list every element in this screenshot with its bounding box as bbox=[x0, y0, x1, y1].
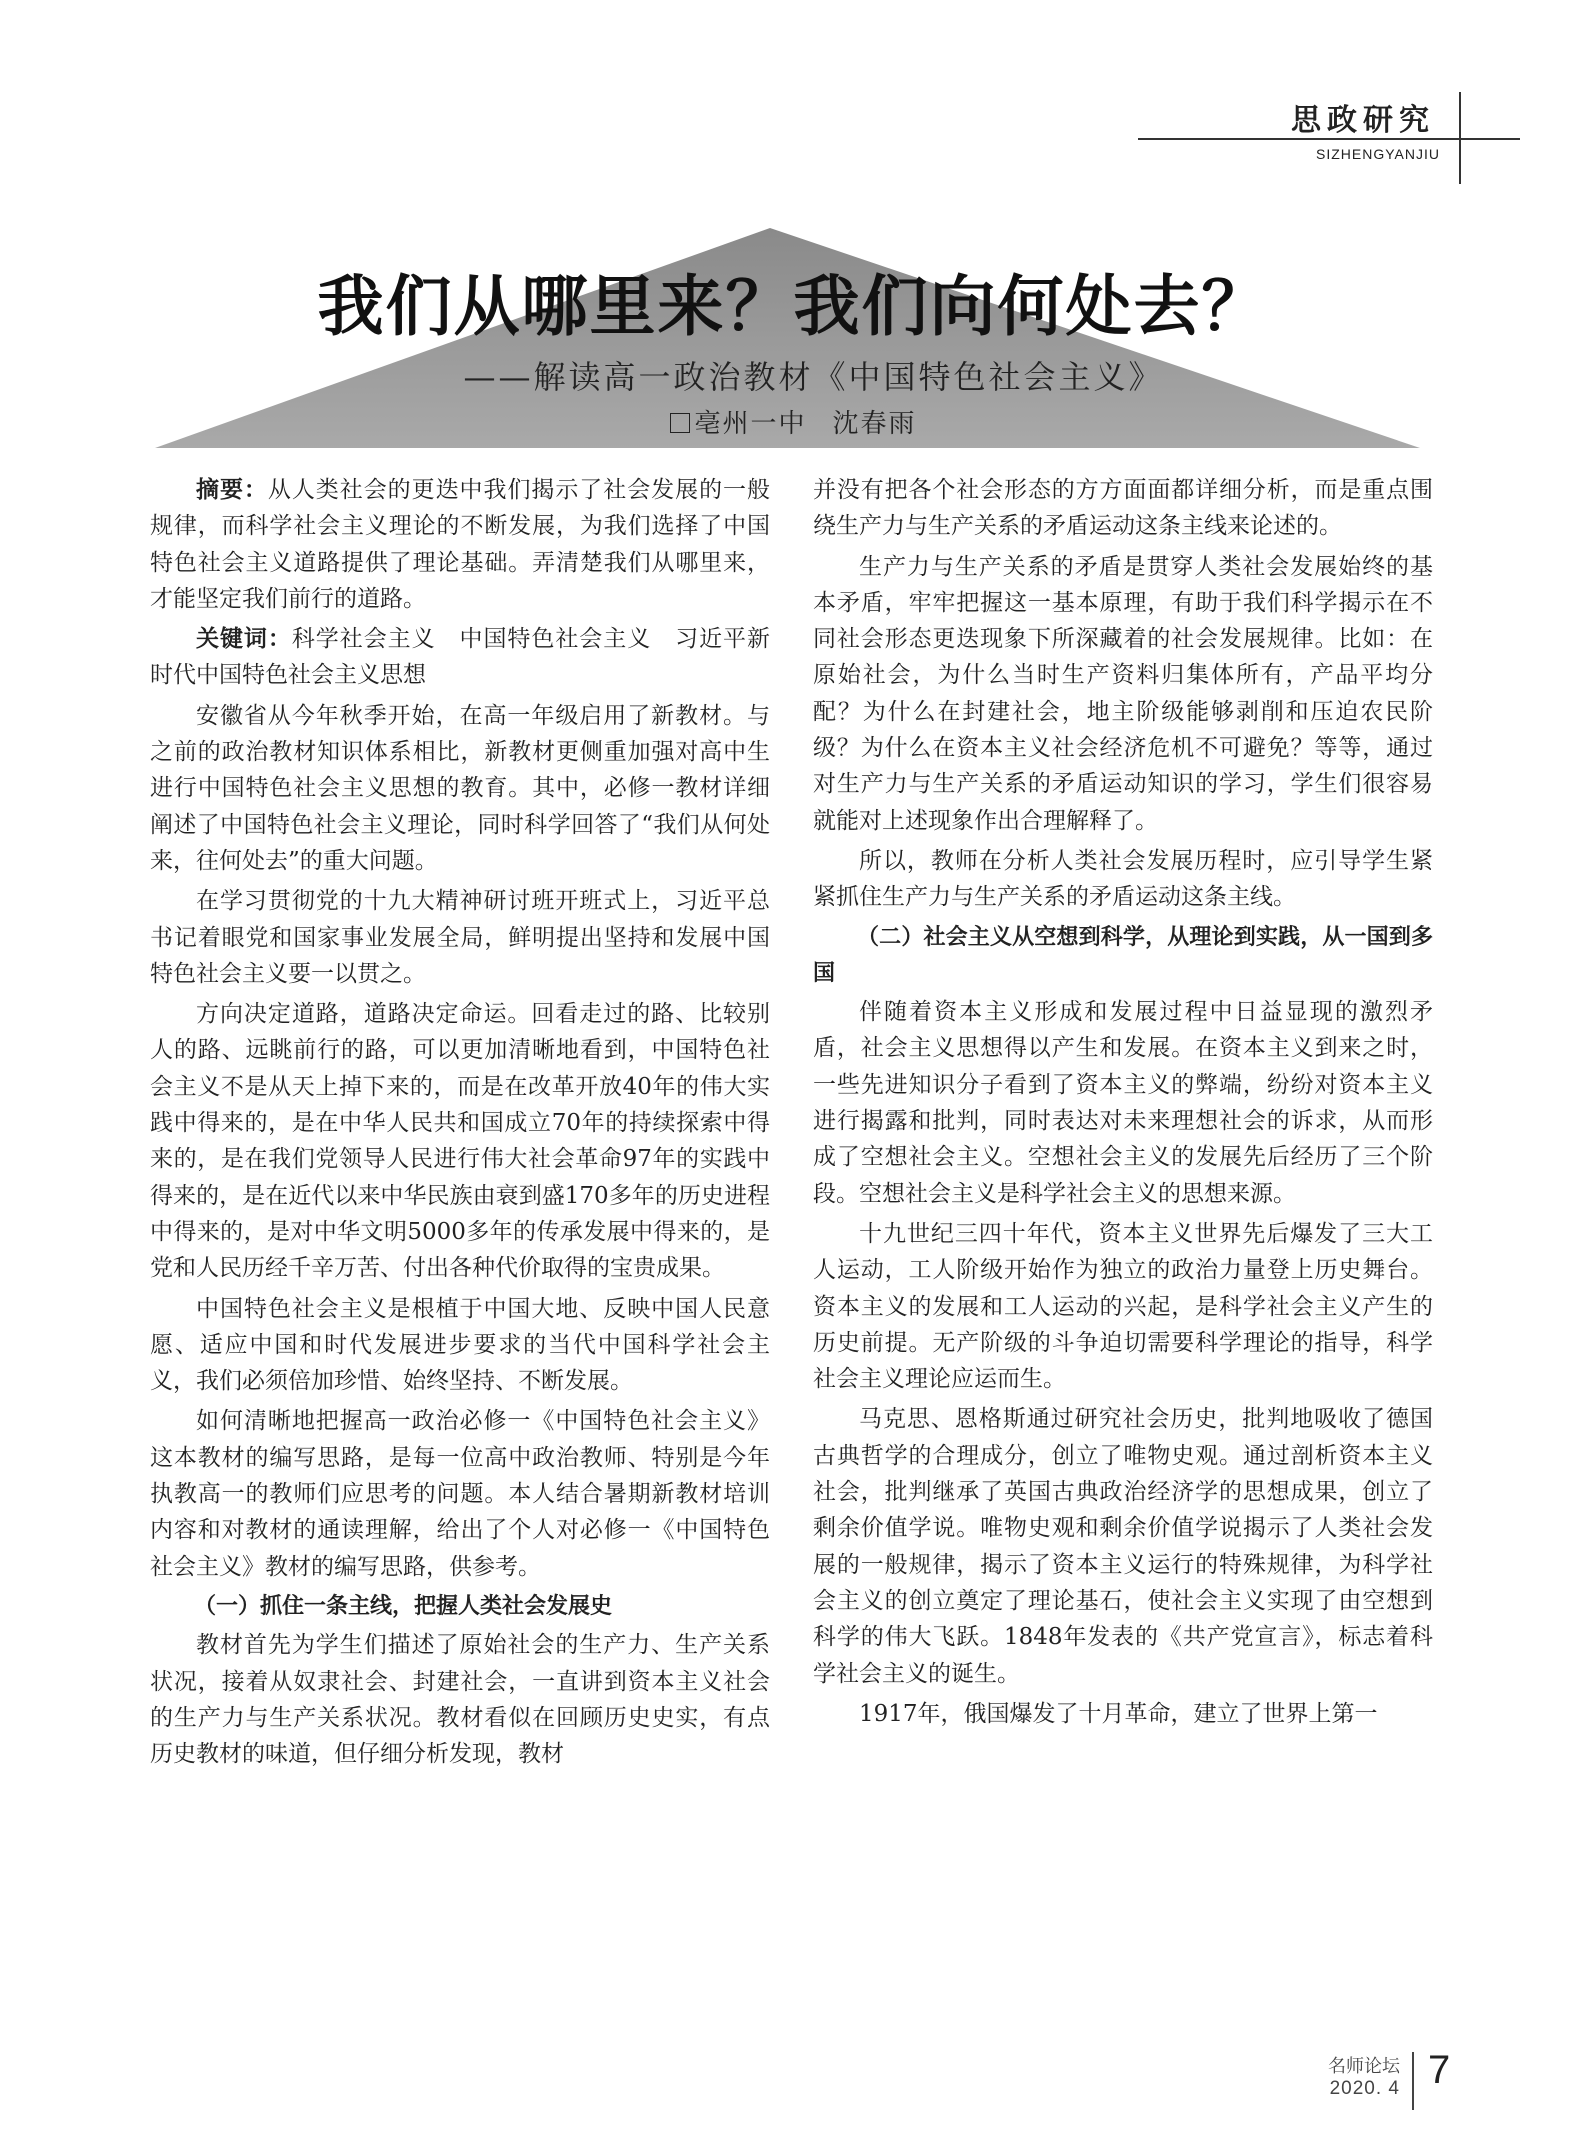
footer-issue: 2020. 4 bbox=[1329, 2078, 1400, 2099]
section-heading: （一）抓住一条主线，把握人类社会发展史 bbox=[194, 1593, 613, 1619]
section-pinyin: SIZHENGYANJIU bbox=[1316, 146, 1440, 162]
keywords-label: 关键词： bbox=[196, 626, 292, 653]
article-title: 我们从哪里来？我们向何处去？ bbox=[317, 267, 1270, 345]
section-heading: （二）社会主义从空想到科学，从理论到实践，从一国到多国 bbox=[813, 924, 1433, 986]
paragraph: 方向决定道路，道路决定命运。回看走过的路、比较别人的路、远眺前行的路，可以更加清晰地看到，中国特色社会主义不是从天上掉下来的，而是在改革开放40年的伟大实践中得来的，是在中华人民共和国成立70年的持续探索中得来的，是在我们党领导人民进行伟大社会革命97年的实践中得来的，是在近代以来中华民族由衰到盛170多年的历史进程中得来的，是对中华文明5000多年的传承发展中得来的，是党和人民历经千辛万苦、付出各种代价取得的宝贵成果。 bbox=[150, 1001, 770, 1282]
paragraph: 教材首先为学生们描述了原始社会的生产力、生产关系状况，接着从奴隶社会、封建社会，一直讲到资本主义社会的生产力与生产关系状况。教材看似在回顾历史史实，有点历史教材的味道，但仔细分析发现，教材 bbox=[150, 1632, 770, 1768]
paragraph: 生产力与生产关系的矛盾是贯穿人类社会发展始终的基本矛盾，牢牢把握这一基本原理，有助于我们科学揭示在不同社会形态更迭现象下所深藏着的社会发展规律。比如：在原始社会，为什么当时生产资料归集体所有，产品平均分配？为什么在封建社会，地主阶级能够剥削和压迫农民阶级？为什么在资本主义社会经济危机不可避免？等等，通过对生产力与生产关系的矛盾运动知识的学习，学生们很容易就能对上述现象作出合理解释了。 bbox=[813, 553, 1433, 834]
paragraph: 如何清晰地把握高一政治必修一《中国特色社会主义》这本教材的编写思路，是每一位高中政治教师、特别是今年执教高一的教师们应思考的问题。本人结合暑期新教材培训内容和对教材的通读理解，给出了个人对必修一《中国特色社会主义》教材的编写思路，供参考。 bbox=[150, 1408, 770, 1580]
paragraph: 安徽省从今年秋季开始，在高一年级启用了新教材。与之前的政治教材知识体系相比，新教材更侧重加强对高中生进行中国特色社会主义思想的教育。其中，必修一教材详细阐述了中国特色社会主义理论，同时科学回答了“我们从何处来，往何处去”的重大问题。 bbox=[150, 702, 770, 874]
paragraph: 1917年，俄国爆发了十月革命，建立了世界上第一 bbox=[859, 1700, 1378, 1727]
keywords bbox=[150, 621, 770, 694]
right-column bbox=[813, 472, 1433, 1736]
abstract bbox=[150, 472, 770, 617]
footer-magazine: 名师论坛 bbox=[1328, 2056, 1400, 2077]
page-number: 7 bbox=[1428, 2048, 1451, 2092]
keywords-text: 科学社会主义 中国特色社会主义 习近平新时代中国特色社会主义思想 bbox=[150, 626, 771, 689]
paragraph: 所以，教师在分析人类社会发展历程时，应引导学生紧紧抓住生产力与生产关系的矛盾运动这条主线。 bbox=[813, 847, 1433, 911]
article-subtitle: ——解读高一政治教材《中国特色社会主义》 bbox=[463, 358, 1164, 396]
footer-divider bbox=[1412, 2052, 1414, 2110]
paragraph: 十九世纪三四十年代，资本主义世界先后爆发了三大工人运动，工人阶级开始作为独立的政治力量登上历史舞台。资本主义的发展和工人运动的兴起，是科学社会主义产生的历史前提。无产阶级的斗争迫切需要科学理论的指导，科学社会主义理论应运而生。 bbox=[813, 1220, 1433, 1393]
author-name: 沈春雨 bbox=[832, 409, 917, 439]
paragraph: 并没有把各个社会形态的方方面面都详细分析，而是重点围绕生产力与生产关系的矛盾运动这条主线来论述的。 bbox=[813, 477, 1433, 540]
section-title: 思政研究 bbox=[1291, 103, 1435, 138]
square-bullet-icon bbox=[670, 413, 690, 433]
paragraph: 中国特色社会主义是根植于中国大地、反映中国人民意愿、适应中国和时代发展进步要求的当代中国科学社会主义，我们必须倍加珍惜、始终坚持、不断发展。 bbox=[150, 1295, 770, 1395]
left-column bbox=[150, 472, 770, 1776]
author-line bbox=[0, 403, 1587, 440]
abstract-text: 从人类社会的更迭中我们揭示了社会发展的一般规律，而科学社会主义理论的不断发展，为我们选择了中国特色社会主义道路提供了理论基础。弄清楚我们从哪里来，才能坚定我们前行的道路。 bbox=[150, 477, 771, 612]
abstract-label: 摘要： bbox=[196, 477, 268, 503]
title-triangle-background bbox=[0, 0, 1587, 470]
author-school: 亳州一中 bbox=[694, 409, 807, 439]
paragraph: 在学习贯彻党的十九大精神研讨班开班式上，习近平总书记着眼党和国家事业发展全局，鲜明提出坚持和发展中国特色社会主义要一以贯之。 bbox=[150, 888, 770, 987]
paragraph: 伴随着资本主义形成和发展过程中日益显现的激烈矛盾，社会主义思想得以产生和发展。在资本主义到来之时，一些先进知识分子看到了资本主义的弊端，纷纷对资本主义进行揭露和批判，同时表达对未来理想社会的诉求，从而形成了空想社会主义。空想社会主义的发展先后经历了三个阶段。空想社会主义是科学社会主义的思想来源。 bbox=[813, 999, 1433, 1207]
paragraph: 马克思、恩格斯通过研究社会历史，批判地吸收了德国古典哲学的合理成分，创立了唯物史观。通过剖析资本主义社会，批判继承了英国古典政治经济学的思想成果，创立了剩余价值学说。唯物史观和剩余价值学说揭示了人类社会发展的一般规律，揭示了资本主义运行的特殊规律，为科学社会主义的创立奠定了理论基石，使社会主义实现了由空想到科学的伟大飞跃。1848年发表的《共产党宣言》，标志着科学社会主义的诞生。 bbox=[813, 1406, 1433, 1687]
